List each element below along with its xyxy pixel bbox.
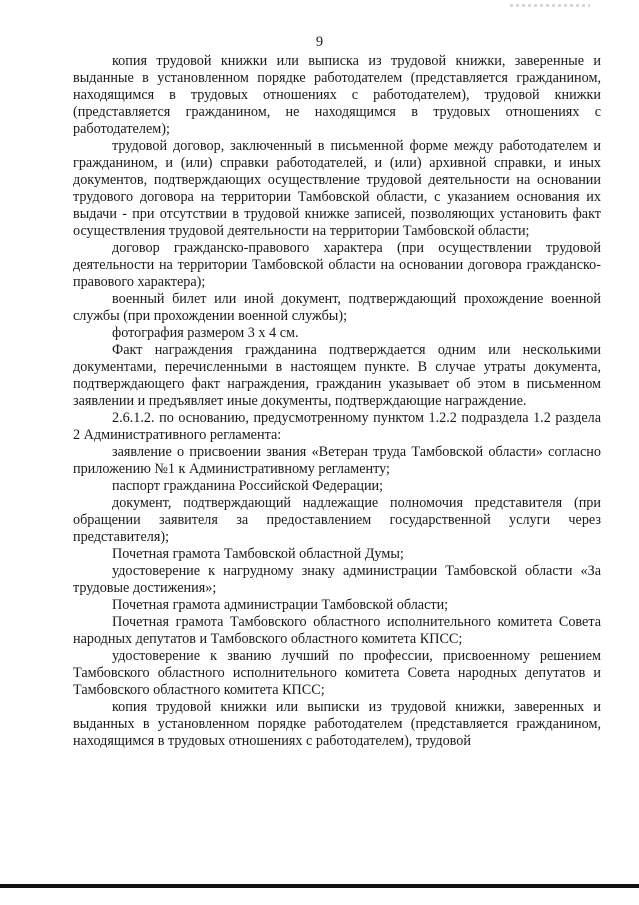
paragraph-passport: паспорт гражданина Российской Федерации;	[112, 478, 384, 494]
paragraph-executive-committee-certificate: Почетная грамота Тамбовского областного исполнительного комитета Совета народных депутатов и Тамбовского областного комитета КПСС;	[73, 614, 601, 647]
paragraph-labor-contract: трудовой договор, заключенный в письменной форме между работодателем и гражданином, и (или) справки работодателей, и (или) архивной справки, и иных документов, подтверждающих осуществление трудовой деятельности на основании трудового договора на территории Тамбовской области, с указанием основания их выдачи - при отсутствии в трудовой книжке записей, позволяющих установить факт осуществления трудовой деятельности на территории Тамбовской области;	[73, 138, 601, 239]
paragraph-clause-2-6-1-2: 2.6.1.2. по основанию, предусмотренному пунктом 1.2.2 подраздела 1.2 раздела 2 Административного регламента:	[73, 410, 601, 443]
paragraph-administration-certificate: Почетная грамота администрации Тамбовской области;	[112, 597, 449, 613]
paragraph-photo: фотография размером 3 х 4 см.	[112, 325, 299, 341]
paragraph-award-proof: Факт награждения гражданина подтверждается одним или несколькими документами, перечисленными в настоящем пункте. В случае утраты документа, подтверждающего факт награждения, гражданин указывает об этом в письменном заявлении и предъявляет иные документы, подтверждающие награждение.	[73, 342, 601, 409]
bottom-rule	[0, 884, 639, 888]
paragraph-application: заявление о присвоении звания «Ветеран труда Тамбовской области» согласно приложению №1 к Административному регламенту;	[73, 444, 601, 477]
paragraph-work-record-copy: копия трудовой книжки или выписка из трудовой книжки, заверенные и выданные в установленном порядке работодателем (представляется гражданином, находящимся в трудовых отношениях с работодателем), трудовой книжки (представляется гражданином, не находящимся в трудовых отношениях с работодателем);	[73, 53, 601, 137]
paragraph-representative: документ, подтверждающий надлежащие полномочия представителя (при обращении заявителя за предоставлением государственной услуги через представителя);	[73, 495, 601, 545]
paragraph-badge-certificate: удостоверение к нагрудному знаку администрации Тамбовской области «За трудовые достижения»;	[73, 563, 601, 596]
paragraph-duma-certificate: Почетная грамота Тамбовской областной Думы;	[112, 546, 404, 562]
paragraph-best-in-profession: удостоверение к званию лучший по профессии, присвоенному решением Тамбовского областного исполнительного комитета Совета народных депутатов и Тамбовского областного комитета КПСС;	[73, 648, 601, 698]
page-number: 9	[315, 34, 324, 50]
paragraph-work-record-copy-2: копия трудовой книжки или выписки из трудовой книжки, заверенных и выданных в установленном порядке работодателем (представляется гражданином, находящимся в трудовых отношениях с работодателем), трудовой	[73, 699, 601, 749]
paragraph-military-id: военный билет или иной документ, подтверждающий прохождение военной службы (при прохождении военной службы);	[73, 291, 601, 324]
paragraph-civil-contract: договор гражданско-правового характера (при осуществлении трудовой деятельности на территории Тамбовской области на основании договора гражданско-правового характера);	[73, 240, 601, 290]
document-body	[73, 53, 601, 750]
scan-artifact	[510, 4, 590, 7]
